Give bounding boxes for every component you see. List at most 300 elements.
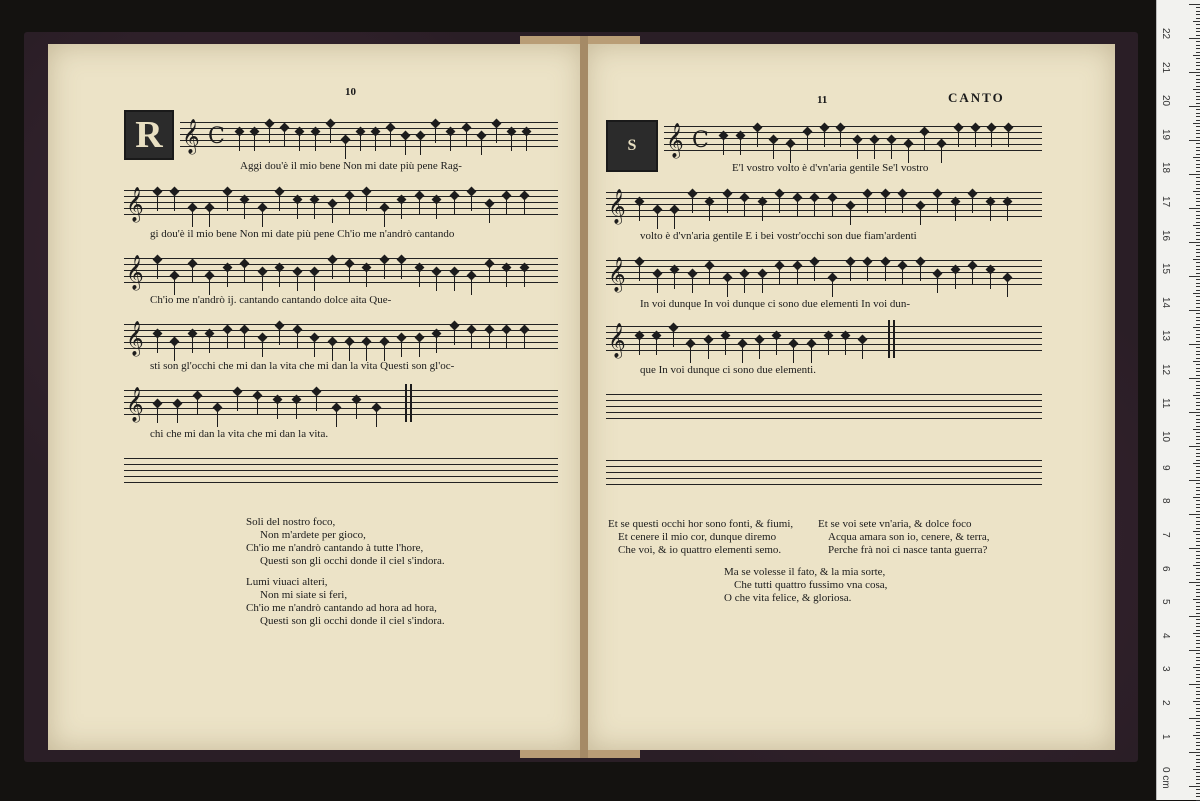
treble-clef-icon: 𝄞 (608, 257, 626, 292)
note-stem (972, 269, 973, 285)
ruler-number: 21 (1160, 61, 1171, 73)
note-stem (657, 213, 658, 229)
ruler-number: 20 (1160, 95, 1171, 107)
ruler-tick (1196, 551, 1200, 552)
ruler-tick (1196, 24, 1200, 25)
treble-clef-icon: 𝄞 (182, 119, 200, 154)
ruler-tick (1196, 205, 1200, 206)
staff-line (180, 146, 558, 147)
note-stem (524, 199, 525, 215)
ruler-tick (1196, 742, 1200, 743)
note-stem (975, 131, 976, 147)
staff-line (124, 324, 558, 325)
note-stem (332, 207, 333, 223)
ruler-tick (1196, 143, 1200, 144)
ruler-tick (1189, 650, 1200, 651)
note-stem (779, 269, 780, 285)
ruler-tick (1196, 354, 1200, 355)
ruler-tick (1196, 239, 1200, 240)
note-stem (759, 343, 760, 359)
staff-line (124, 476, 558, 477)
ruler-number: 6 (1160, 565, 1171, 572)
note-stem (885, 265, 886, 281)
ruler-number: 16 (1160, 229, 1171, 241)
note-stem (192, 267, 193, 283)
ruler-tick (1196, 130, 1200, 131)
ruler-tick (1196, 266, 1200, 267)
staff-line (124, 336, 558, 337)
staff-line (124, 270, 558, 271)
staff-line (664, 144, 1042, 145)
treble-clef-icon: 𝄞 (126, 387, 144, 422)
note-stem (955, 205, 956, 221)
ruler-tick (1196, 96, 1200, 97)
note-stem (279, 329, 280, 345)
note-stem (690, 347, 691, 363)
note-stem (793, 347, 794, 363)
verse-line: Non m'ardete per gioco, (260, 529, 366, 541)
ruler-tick (1196, 483, 1200, 484)
ruler-tick (1193, 89, 1200, 90)
note-stem (709, 269, 710, 285)
ruler-tick (1196, 279, 1200, 280)
ruler-tick (1193, 395, 1200, 396)
staff-line (124, 396, 558, 397)
verse-line: Che tutti quattro fussimo vna cosa, (734, 579, 888, 591)
note-stem (471, 195, 472, 211)
ruler-tick (1196, 749, 1200, 750)
ruler-tick (1196, 75, 1200, 76)
verse-line: Questi son gli occhi donde il ciel s'indora. (260, 615, 445, 627)
ruler-number: 17 (1160, 196, 1171, 208)
ruler-tick (1196, 477, 1200, 478)
ruler-tick (1196, 222, 1200, 223)
note-stem (991, 131, 992, 147)
staff-line (606, 412, 1042, 413)
note-stem (262, 341, 263, 357)
staff-left-1 (180, 116, 558, 154)
ruler-tick (1196, 626, 1200, 627)
ruler-tick (1196, 198, 1200, 199)
ruler-tick (1196, 300, 1200, 301)
ruler-tick (1189, 208, 1200, 209)
ruler-tick (1196, 392, 1200, 393)
note-stem (401, 203, 402, 219)
ruler-tick (1196, 653, 1200, 654)
note-stem (257, 399, 258, 415)
common-time-icon: C (208, 124, 225, 149)
ruler-tick (1196, 670, 1200, 671)
note-stem (244, 203, 245, 219)
decorated-initial-right: S (606, 120, 658, 172)
ruler-tick (1196, 92, 1200, 93)
lyric-line-left-1: Aggi dou'è il mio bene Non mi date più pene Rag- (240, 160, 462, 172)
ruler-tick (1196, 504, 1200, 505)
note-stem (419, 271, 420, 287)
note-stem (797, 269, 798, 285)
staff-line (124, 282, 558, 283)
note-stem (674, 213, 675, 229)
final-barline (405, 384, 407, 422)
ruler-tick (1196, 99, 1200, 100)
ruler-tick (1196, 619, 1200, 620)
lyric-line-left-3: Ch'io me n'andrò ij. cantando cantando dolce aita Que- (150, 294, 392, 306)
note-stem (384, 345, 385, 361)
ruler-tick (1196, 681, 1200, 682)
ruler-tick (1196, 647, 1200, 648)
ruler-tick (1196, 660, 1200, 661)
ruler-tick (1193, 225, 1200, 226)
ruler-tick (1196, 725, 1200, 726)
ruler-number: 13 (1160, 330, 1171, 342)
ruler-tick (1196, 249, 1200, 250)
ruler-tick (1189, 786, 1200, 787)
staff-line (124, 470, 558, 471)
note-stem (314, 275, 315, 291)
ruler-tick (1189, 514, 1200, 515)
ruler-tick (1196, 303, 1200, 304)
ruler-number: 10 (1160, 431, 1171, 443)
note-stem (773, 143, 774, 159)
note-stem (941, 147, 942, 163)
ruler-tick (1196, 568, 1200, 569)
ruler-tick (1196, 711, 1200, 712)
staff-line (124, 464, 558, 465)
note-stem (345, 143, 346, 159)
ruler-tick (1189, 616, 1200, 617)
ruler-tick (1196, 521, 1200, 522)
note-stem (524, 333, 525, 349)
note-stem (725, 339, 726, 355)
note-stem (845, 339, 846, 355)
note-stem (466, 131, 467, 147)
note-stem (744, 277, 745, 293)
note-stem (316, 395, 317, 411)
note-stem (708, 343, 709, 359)
ruler-tick (1196, 398, 1200, 399)
note-stem (958, 131, 959, 147)
ruler-tick (1196, 432, 1200, 433)
note-stem (177, 407, 178, 423)
note-stem (814, 265, 815, 281)
verse-line: Questi son gli occhi donde il ciel s'indora. (260, 555, 445, 567)
verse-line: Et cenere il mio cor, dunque diremo (618, 531, 777, 543)
note-stem (639, 265, 640, 281)
ruler-tick (1196, 341, 1200, 342)
ruler-tick (1196, 745, 1200, 746)
staff-left-4 (124, 318, 558, 356)
note-stem (639, 205, 640, 221)
note-stem (937, 197, 938, 213)
ruler-tick (1196, 602, 1200, 603)
ruler-tick (1193, 429, 1200, 430)
note-stem (349, 199, 350, 215)
ruler-tick (1196, 579, 1200, 580)
ruler-tick (1196, 82, 1200, 83)
ruler-tick (1196, 721, 1200, 722)
note-stem (824, 131, 825, 147)
staff-line (606, 204, 1042, 205)
ruler-tick (1196, 541, 1200, 542)
staff-line (124, 214, 558, 215)
ruler-tick (1196, 657, 1200, 658)
note-stem (1007, 205, 1008, 221)
note-stem (239, 135, 240, 151)
note-stem (797, 201, 798, 217)
note-stem (209, 279, 210, 295)
note-stem (526, 135, 527, 151)
decorated-initial-left: R (124, 110, 174, 160)
staff-line (124, 342, 558, 343)
staff-left-2 (124, 184, 558, 222)
ruler-tick (1189, 548, 1200, 549)
staff-line (124, 408, 558, 409)
staff-line (124, 482, 558, 483)
staff-line (606, 472, 1042, 473)
ruler-tick (1196, 137, 1200, 138)
ruler-number: 8 (1160, 498, 1171, 504)
staff-line (124, 276, 558, 277)
ruler-tick (1193, 259, 1200, 260)
ruler-tick (1189, 446, 1200, 447)
ruler-tick (1196, 194, 1200, 195)
ruler-tick (1193, 123, 1200, 124)
staff-right-2 (606, 186, 1042, 224)
ruler-tick (1196, 732, 1200, 733)
ruler-tick (1196, 779, 1200, 780)
ruler-tick (1196, 766, 1200, 767)
ruler-tick (1196, 388, 1200, 389)
ruler-tick (1193, 55, 1200, 56)
note-stem (757, 131, 758, 147)
treble-clef-icon: 𝄞 (666, 123, 684, 158)
ruler-tick (1196, 181, 1200, 182)
note-stem (955, 273, 956, 289)
ruler-tick (1196, 538, 1200, 539)
note-stem (902, 269, 903, 285)
note-stem (254, 135, 255, 151)
ruler-tick (1196, 783, 1200, 784)
note-stem (262, 211, 263, 227)
note-stem (524, 271, 525, 287)
ruler-tick (1196, 528, 1200, 529)
ruler-tick (1196, 606, 1200, 607)
ruler-tick (1196, 793, 1200, 794)
ruler-tick (1196, 273, 1200, 274)
note-stem (727, 197, 728, 213)
ruler-tick (1193, 701, 1200, 702)
ruler-tick (1196, 103, 1200, 104)
note-stem (332, 263, 333, 279)
note-stem (356, 403, 357, 419)
note-stem (972, 197, 973, 213)
note-stem (506, 333, 507, 349)
note-stem (857, 143, 858, 159)
note-stem (284, 131, 285, 147)
ruler-number: 22 (1160, 28, 1171, 40)
ruler-tick (1196, 728, 1200, 729)
ruler-tick (1189, 106, 1200, 107)
ruler-tick (1196, 262, 1200, 263)
ruler-tick (1196, 708, 1200, 709)
ruler-tick (1196, 473, 1200, 474)
verse-left-2 (246, 576, 445, 628)
ruler-tick (1196, 385, 1200, 386)
note-stem (779, 197, 780, 213)
note-stem (174, 345, 175, 361)
ruler-tick (1196, 109, 1200, 110)
ruler-tick (1196, 630, 1200, 631)
staff-line (124, 196, 558, 197)
verse-line: O che vita felice, & gloriosa. (724, 592, 852, 604)
ruler-tick (1189, 684, 1200, 685)
note-stem (279, 195, 280, 211)
note-stem (262, 275, 263, 291)
ruler-tick (1196, 490, 1200, 491)
note-stem (920, 209, 921, 225)
ruler-tick (1193, 157, 1200, 158)
ruler-tick (1196, 698, 1200, 699)
verse-line: Non mi siate si feri, (260, 589, 348, 601)
note-stem (850, 265, 851, 281)
ruler-tick (1196, 86, 1200, 87)
note-stem (776, 339, 777, 355)
ruler-tick (1193, 531, 1200, 532)
ruler-tick (1196, 436, 1200, 437)
note-stem (157, 263, 158, 279)
note-stem (366, 195, 367, 211)
ruler-tick (1196, 755, 1200, 756)
ruler-tick (1196, 184, 1200, 185)
staff-line (606, 418, 1042, 419)
ruler-tick (1196, 256, 1200, 257)
final-barline (888, 320, 890, 358)
page-number-right: 11 (817, 94, 828, 106)
note-stem (349, 345, 350, 361)
ruler-number: 4 (1160, 632, 1171, 639)
ruler-tick (1189, 140, 1200, 141)
ruler-tick (1189, 174, 1200, 175)
ruler-tick (1196, 453, 1200, 454)
staff-line (606, 278, 1042, 279)
ruler-tick (1196, 48, 1200, 49)
ruler-tick (1196, 28, 1200, 29)
note-stem (673, 331, 674, 347)
staff-left-3 (124, 252, 558, 290)
ruler-tick (1196, 290, 1200, 291)
ruler-tick (1193, 327, 1200, 328)
note-stem (315, 135, 316, 151)
ruler-tick (1196, 218, 1200, 219)
note-stem (744, 201, 745, 217)
note-stem (742, 347, 743, 363)
note-stem (384, 211, 385, 227)
note-stem (506, 271, 507, 287)
ruler-tick (1196, 623, 1200, 624)
ruler-tick (1196, 18, 1200, 19)
staff-right-1 (664, 120, 1042, 158)
note-stem (832, 201, 833, 217)
ruler-tick (1189, 38, 1200, 39)
note-stem (419, 199, 420, 215)
note-stem (157, 195, 158, 211)
note-stem (209, 337, 210, 353)
ruler-tick (1189, 4, 1200, 5)
ruler-tick (1196, 364, 1200, 365)
note-stem (990, 273, 991, 289)
ruler-tick (1189, 480, 1200, 481)
voice-label: CANTO (948, 90, 1005, 105)
verse-line: Lumi viuaci alteri, (246, 576, 328, 588)
ruler-tick (1196, 116, 1200, 117)
note-stem (244, 267, 245, 283)
staff-line (124, 348, 558, 349)
note-stem (157, 407, 158, 423)
ruler-tick (1196, 69, 1200, 70)
ruler-tick (1196, 133, 1200, 134)
ruler-tick (1196, 337, 1200, 338)
ruler-number: 18 (1160, 162, 1171, 174)
note-stem (709, 205, 710, 221)
note-stem (237, 395, 238, 411)
verse-line: Ch'io me n'andrò cantando à tutte l'hore, (246, 542, 424, 554)
measurement-ruler (1156, 0, 1200, 800)
note-stem (657, 277, 658, 293)
ruler-number: 14 (1160, 296, 1171, 308)
staff-line (606, 338, 1042, 339)
ruler-tick (1196, 120, 1200, 121)
note-stem (874, 143, 875, 159)
lyric-line-right-4: que In voi dunque ci sono due elementi. (640, 364, 816, 376)
staff-line (606, 460, 1042, 461)
note-stem (197, 399, 198, 415)
staff-line (606, 394, 1042, 395)
final-barline (410, 384, 412, 422)
verse-line: Soli del nostro foco, (246, 516, 336, 528)
ruler-tick (1196, 694, 1200, 695)
ruler-tick (1196, 164, 1200, 165)
note-stem (366, 271, 367, 287)
staff-line (606, 400, 1042, 401)
ruler-tick (1196, 691, 1200, 692)
ruler-tick (1196, 402, 1200, 403)
page-number-left: 10 (345, 86, 356, 98)
ruler-tick (1193, 191, 1200, 192)
verse-line: Et se questi occhi hor sono fonti, & fiumi, (608, 518, 794, 530)
staff-line (124, 258, 558, 259)
note-stem (762, 277, 763, 293)
treble-clef-icon: 𝄞 (608, 323, 626, 358)
verse-right-bottom (724, 566, 887, 605)
ruler-tick (1196, 347, 1200, 348)
ruler-tick (1196, 772, 1200, 773)
note-stem (924, 135, 925, 151)
note-stem (360, 135, 361, 151)
lyric-line-left-2: gi dou'è il mio bene Non mi date più pene Ch'io me n'andrò cantando (150, 228, 455, 240)
ruler-tick (1196, 555, 1200, 556)
ruler-tick (1196, 443, 1200, 444)
note-stem (692, 277, 693, 293)
note-stem (489, 267, 490, 283)
note-stem (296, 403, 297, 419)
ruler-tick (1196, 167, 1200, 168)
ruler-tick (1196, 232, 1200, 233)
ruler-tick (1196, 245, 1200, 246)
ruler-tick (1196, 330, 1200, 331)
ruler-tick (1196, 215, 1200, 216)
note-stem (920, 265, 921, 281)
staff-line (124, 414, 558, 415)
